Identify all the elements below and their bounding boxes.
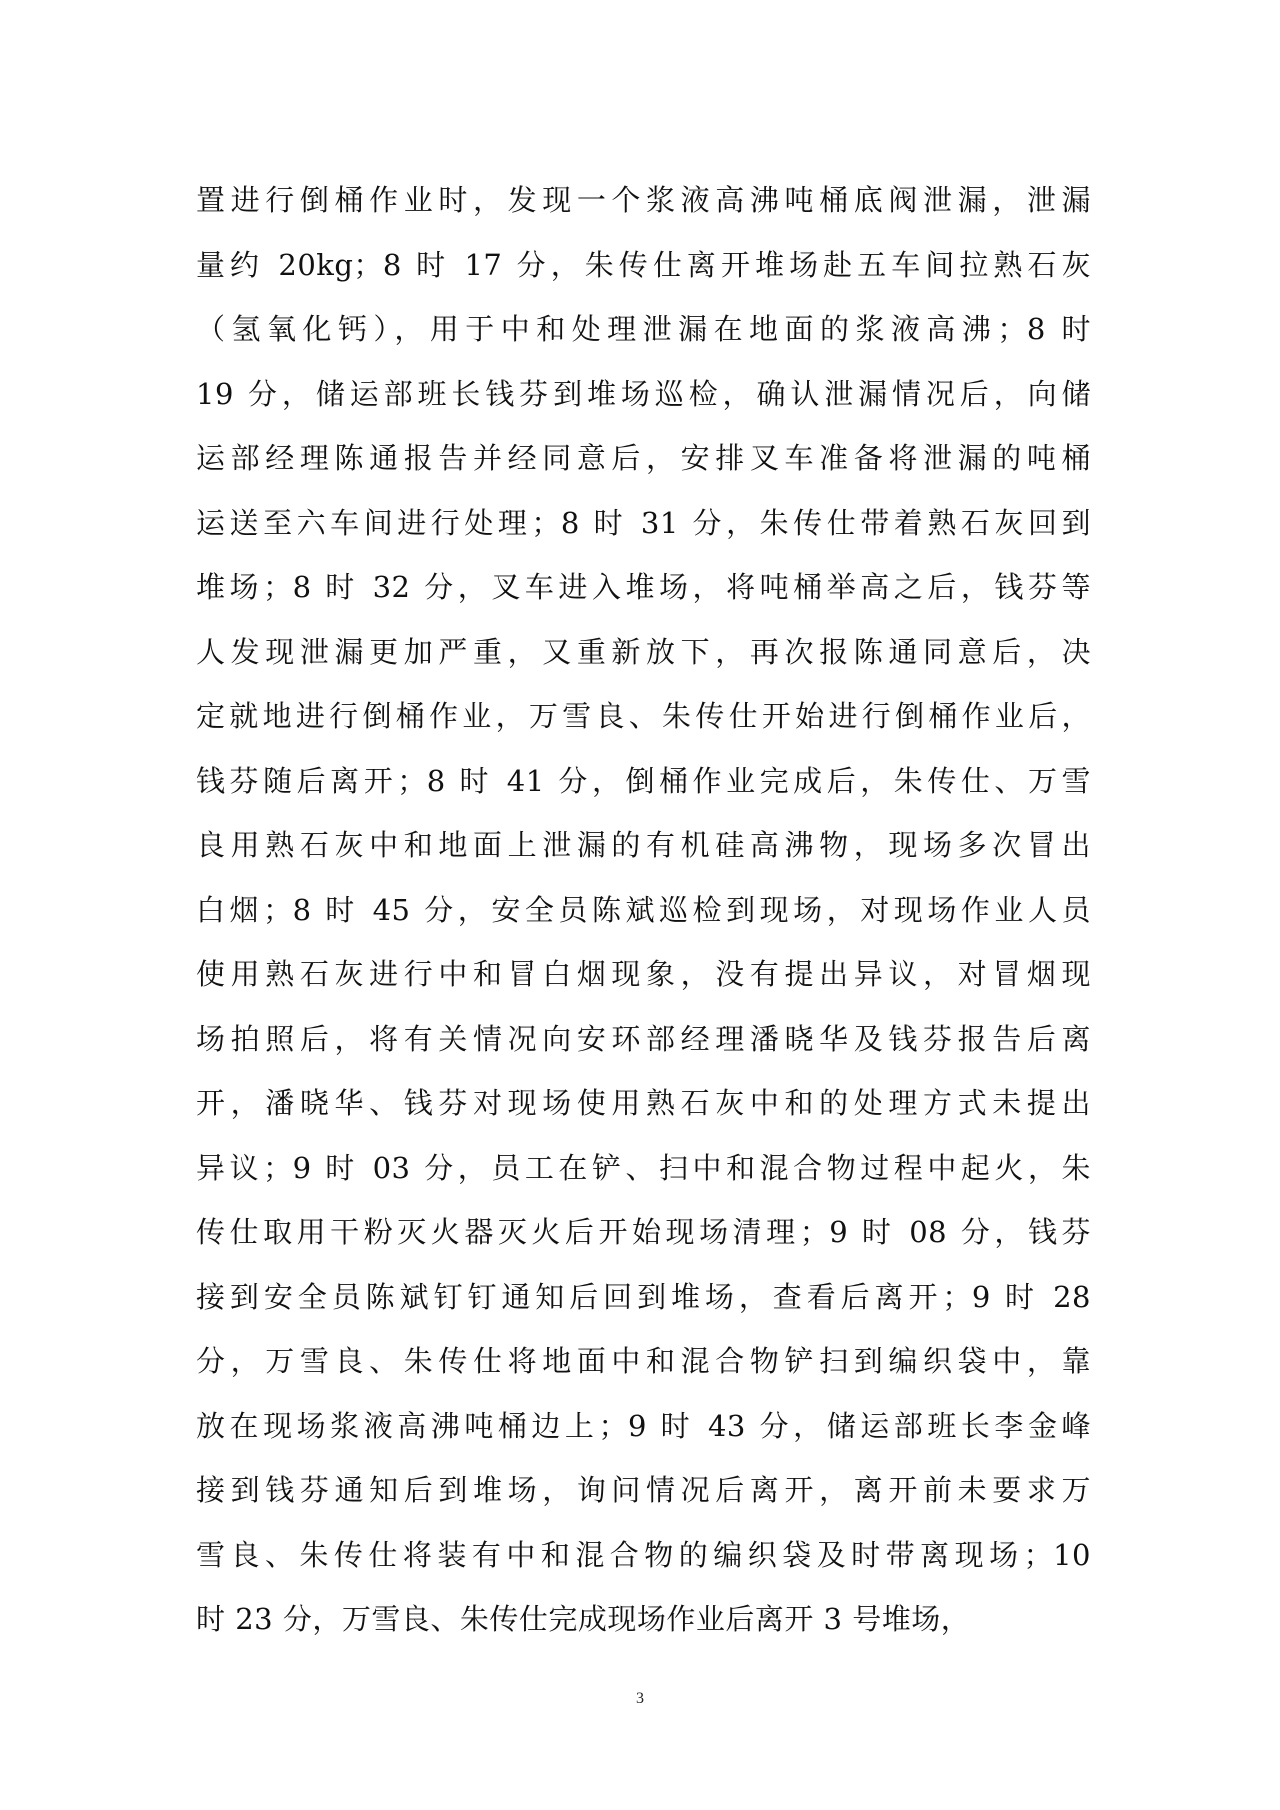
text-line: 白烟；8 时 45 分，安全员陈斌巡检到现场，对现场作业人员 xyxy=(196,892,1091,927)
text-line: 开，潘晓华、钱芬对现场使用熟石灰中和的处理方式未提出 xyxy=(196,1086,1091,1120)
text-line: 使用熟石灰进行中和冒白烟现象，没有提出异议，对冒烟现 xyxy=(196,957,1091,991)
text-line: 定就地进行倒桶作业，万雪良、朱传仕开始进行倒桶作业后， xyxy=(196,699,1091,733)
text-line: 时 23 分，万雪良、朱传仕完成现场作业后离开 3 号堆场， xyxy=(196,1602,971,1636)
body-text xyxy=(196,168,1091,1652)
text-line: 接到钱芬通知后到堆场，询问情况后离开，离开前未要求万 xyxy=(196,1473,1091,1507)
text-line: 置进行倒桶作业时，发现一个浆液高沸吨桶底阀泄漏，泄漏 xyxy=(196,183,1091,217)
text-line: 场拍照后，将有关情况向安环部经理潘晓华及钱芬报告后离 xyxy=(196,1021,1091,1056)
text-line: 人发现泄漏更加严重，又重新放下，再次报陈通同意后，决 xyxy=(196,634,1091,669)
text-line: 运送至六车间进行处理；8 时 31 分，朱传仕带着熟石灰回到 xyxy=(196,505,1091,540)
text-line: （氢氧化钙），用于中和处理泄漏在地面的浆液高沸；8 时 xyxy=(196,312,1091,346)
text-line: 钱芬随后离开；8 时 41 分，倒桶作业完成后，朱传仕、万雪 xyxy=(196,763,1091,798)
text-line: 堆场；8 时 32 分，叉车进入堆场，将吨桶举高之后，钱芬等 xyxy=(196,570,1091,604)
text-line: 良用熟石灰中和地面上泄漏的有机硅高沸物，现场多次冒出 xyxy=(196,828,1091,862)
text-line: 分，万雪良、朱传仕将地面中和混合物铲扫到编织袋中，靠 xyxy=(196,1344,1091,1378)
text-line: 运部经理陈通报告并经同意后，安排叉车准备将泄漏的吨桶 xyxy=(196,441,1091,475)
text-line: 异议；9 时 03 分，员工在铲、扫中和混合物过程中起火，朱 xyxy=(196,1150,1091,1185)
text-line: 放在现场浆液高沸吨桶边上；9 时 43 分，储运部班长李金峰 xyxy=(196,1408,1091,1443)
text-line: 接到安全员陈斌钉钉通知后回到堆场，查看后离开；9 时 28 xyxy=(196,1279,1091,1314)
text-line: 雪良、朱传仕将装有中和混合物的编织袋及时带离现场；10 xyxy=(196,1537,1091,1572)
text-line: 19 分，储运部班长钱芬到堆场巡检，确认泄漏情况后，向储 xyxy=(196,376,1091,411)
page-number: 3 xyxy=(636,1690,644,1707)
text-line: 传仕取用干粉灭火器灭火后开始现场清理；9 时 08 分，钱芬 xyxy=(196,1215,1091,1249)
text-line: 量约 20kg；8 时 17 分，朱传仕离开堆场赴五车间拉熟石灰 xyxy=(196,247,1091,282)
